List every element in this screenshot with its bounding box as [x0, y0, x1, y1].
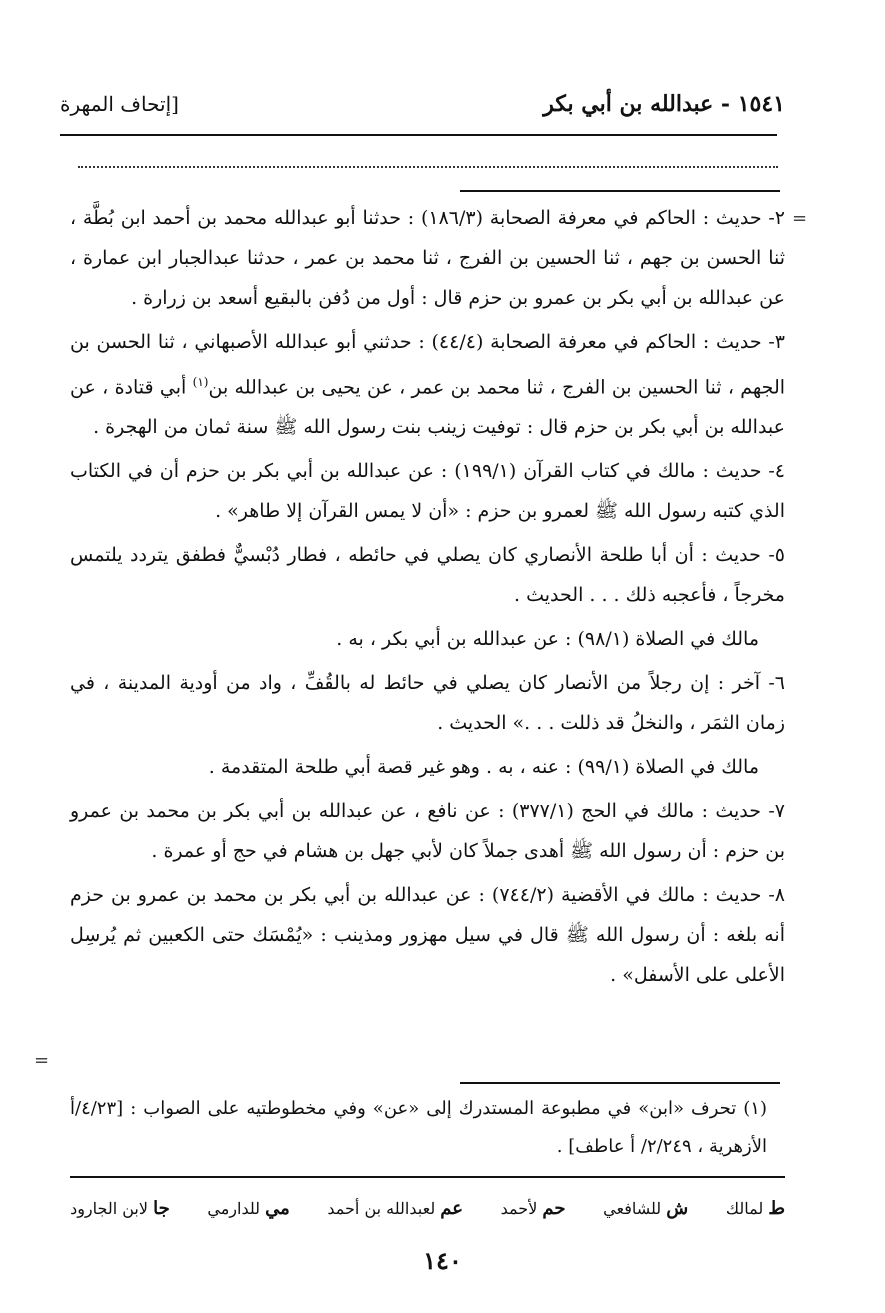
book-title: [إتحاف المهرة [60, 92, 179, 116]
chapter-title: ١٥٤١ - عبدالله بن أبي بكر [543, 91, 785, 117]
footnote-marker: (١) [192, 375, 209, 389]
paragraph-text: أبي قتادة ، عن عبدالله بن أبي بكر بن حزم قال : توفيت زينب بنت رسول الله ﷺ سنة ثمان من الهجرة . [70, 376, 785, 439]
abbreviation-item: ط لمالك [725, 1197, 785, 1219]
hadith-paragraph: ٥- حديث : أن أبا طلحة الأنصاري كان يصلي في حائطه ، فطار دُبْسيٌّ فطفق يتردد يلتمس مخرجاً ، فأعجبه ذلك . . . الحديث . [70, 544, 785, 607]
margin-mark-bottom: = [34, 1050, 50, 1071]
footnote [70, 1090, 785, 1166]
abbreviation-item: عم لعبدالله بن أحمد [327, 1197, 464, 1219]
hadith-paragraph: ٨- حديث : مالك في الأقضية (٧٤٤/٢) : عن عبدالله بن أبي بكر بن محمد بن عمرو بن حزم أنه بلغه : أن رسول الله ﷺ قال في سيل مهزور ومذينب : «يُمْسَك حتى الكعبين ثم يُرسِل الأعلى على الأسفل» . [70, 884, 785, 987]
running-header [60, 84, 785, 124]
margin-mark-top: = [792, 208, 808, 229]
footnote-text: (١) تحرف «ابن» في مطبوعة المستدرك إلى «عن» وفي مخطوطتيه على الصواب : [٤/٢٣/أ الأزهرية ، ٢/٢٤٩/ أ عاطف] . [70, 1098, 767, 1157]
dotted-separator [78, 152, 778, 168]
source-note: مالك في الصلاة (٩٩/١) : عنه ، به . وهو غير قصة أبي طلحة المتقدمة . [208, 756, 759, 779]
footnote-rule [460, 1082, 780, 1084]
abbreviation-rule [70, 1176, 785, 1178]
hadith-paragraph: ٢- حديث : الحاكم في معرفة الصحابة (١٨٦/٣) : حدثنا أبو عبدالله محمد بن أحمد ابن بُطَّة ، ثنا الحسن بن جهم ، ثنا الحسين بن الفرج ، ثنا محمد بن عمر ، حدثنا عبدالجبار ابن عمارة ، عن عبدالله بن أبي بكر بن عمرو بن حزم قال : أول من دُفن بالبقيع أسعد بن زرارة . [70, 207, 786, 309]
hadith-paragraph [70, 322, 785, 447]
abbreviation-item: مي للدارمي [207, 1197, 290, 1219]
section-rule [460, 190, 780, 192]
source-note: مالك في الصلاة (٩٨/١) : عن عبدالله بن أبي بكر ، به . [336, 628, 759, 651]
header-rule [60, 134, 777, 136]
abbreviation-legend [70, 1190, 785, 1226]
abbreviation-item: حم لأحمد [500, 1197, 566, 1219]
hadith-paragraph: ٦- آخر : إن رجلاً من الأنصار كان يصلي في حائط له بالقُفِّ ، واد من أودية المدينة ، في زمان الثمَر ، والنخلُ قد ذللت . . .» الحديث . [70, 672, 785, 735]
hadith-paragraph: ٧- حديث : مالك في الحج (٣٧٧/١) : عن نافع ، عن عبدالله بن أبي بكر بن محمد بن عمرو بن حزم : أن رسول الله ﷺ أهدى جملاً كان لأبي جهل بن هشام في حج أو عمرة . [70, 800, 785, 863]
abbreviation-item: ش للشافعي [603, 1197, 689, 1219]
paragraph-text: ٣- حديث : الحاكم في معرفة الصحابة (٤٤/٤) : حدثني أبو عبدالله الأصبهاني ، ثنا الحسن بن الجهم ، ثنا الحسين بن الفرج ، ثنا محمد بن عمر ، عن يحيى بن عبدالله بن [70, 331, 786, 399]
abbreviation-item: جا لابن الجارود [70, 1197, 170, 1219]
main-text [70, 198, 785, 999]
hadith-paragraph: ٤- حديث : مالك في كتاب القرآن (١٩٩/١) : عن عبدالله بن أبي بكر بن حزم أن في الكتاب الذي كتبه رسول الله ﷺ لعمرو بن حزم : «أن لا يمس القرآن إلا طاهر» . [70, 460, 786, 523]
page-number: ١٤٠ [423, 1246, 462, 1275]
